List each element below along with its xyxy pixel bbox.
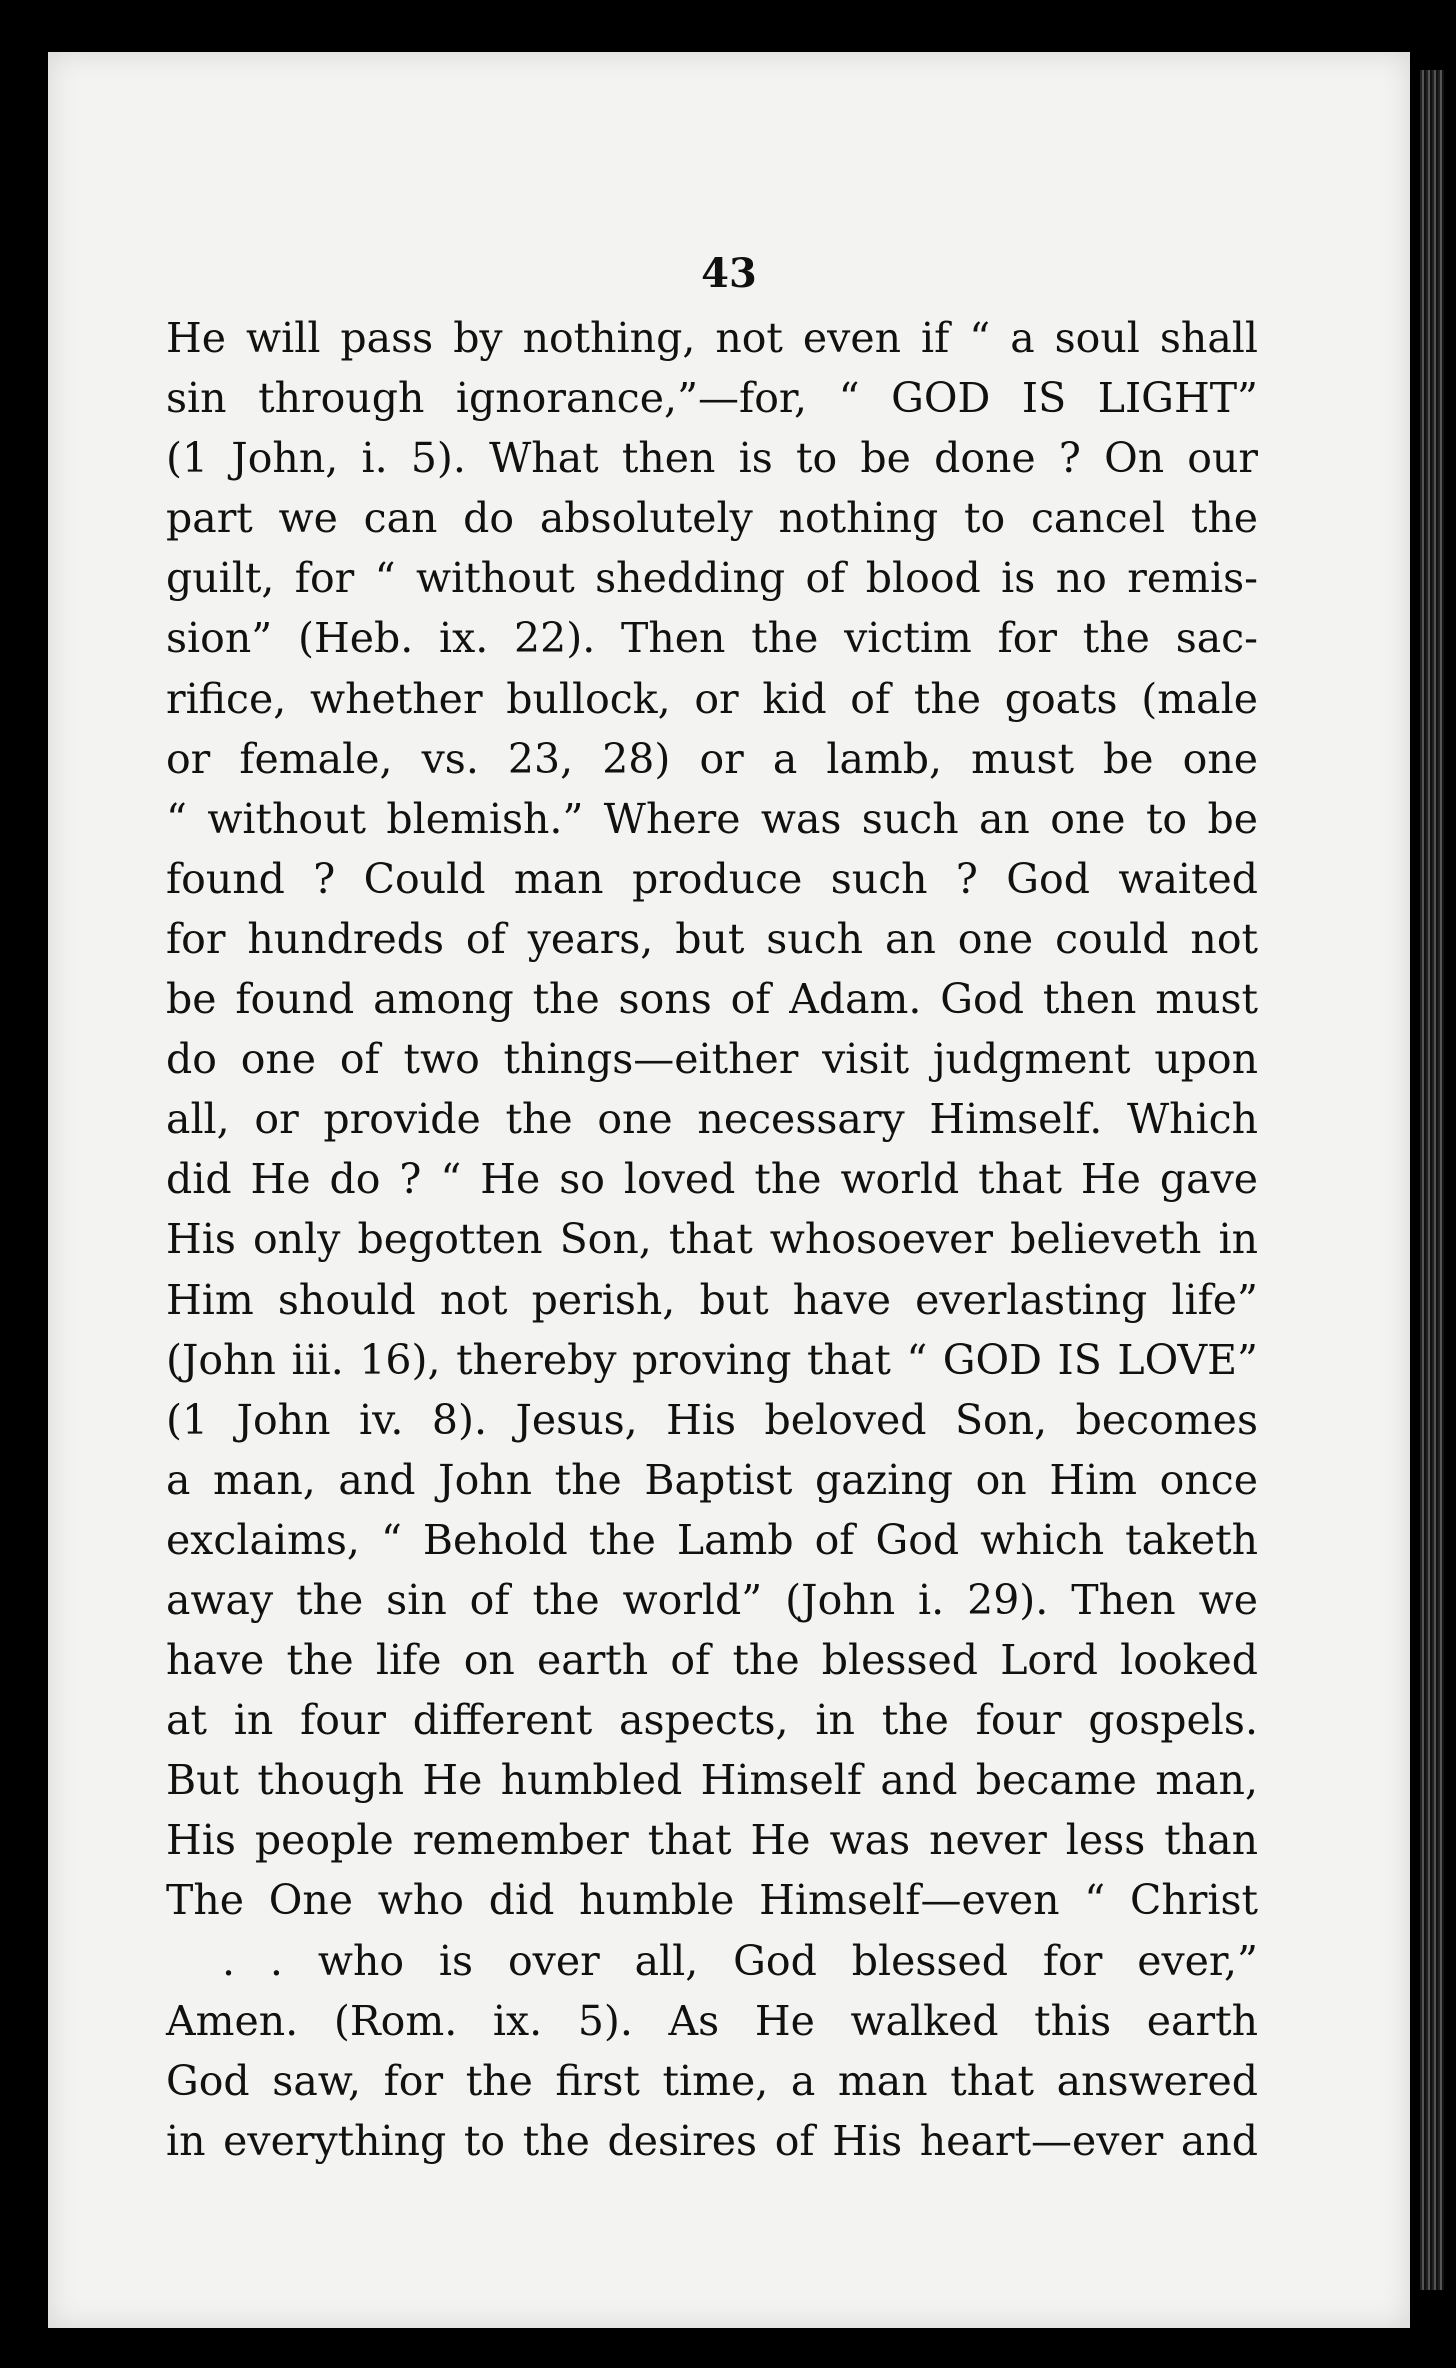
text-line: He will pass by nothing, not even if “ a soul shall	[166, 314, 1258, 362]
text-line: God saw, for the first time, a man that answered	[166, 2056, 1258, 2105]
text-line: His people remember that He was never less than	[166, 1816, 1258, 1865]
text-line: . . who is over all, God blessed for ever,”	[222, 1936, 1258, 1985]
text-line: (John iii. 16), thereby proving that “ GOD IS LOVE”	[166, 1335, 1258, 1384]
text-line: part we can do absolutely nothing to cancel the	[166, 494, 1258, 543]
text-line: The One who did humble Himself—even “ Christ	[166, 1876, 1258, 1925]
text-line: guilt, for “ without shedding of blood is no remis-	[166, 554, 1258, 603]
text-line: have the life on earth of the blessed Lord looked	[166, 1636, 1258, 1685]
text-line: rifice, whether bullock, or kid of the goats (male	[166, 674, 1258, 723]
text-line: “ without blemish.” Where was such an one to be	[166, 794, 1258, 843]
text-line: exclaims, “ Behold the Lamb of God which taketh	[166, 1515, 1258, 1564]
text-line: all, or provide the one necessary Himself. Which	[166, 1095, 1258, 1144]
text-line: be found among the sons of Adam. God then must	[166, 975, 1258, 1024]
body-text	[166, 308, 1258, 2171]
text-line: (1 John iv. 8). Jesus, His beloved Son, becomes	[166, 1395, 1258, 1444]
text-line: or female, vs. 23, 28) or a lamb, must be one	[166, 734, 1258, 783]
text-line: a man, and John the Baptist gazing on Him once	[166, 1455, 1258, 1504]
text-line: Amen. (Rom. ix. 5). As He walked this earth	[166, 1996, 1258, 2045]
text-line: His only begotten Son, that whosoever believeth in	[166, 1215, 1258, 1264]
page-number: 43	[701, 250, 757, 297]
text-line: in everything to the desires of His heart—ever and	[166, 2116, 1258, 2165]
text-line: But though He humbled Himself and became man,	[166, 1756, 1258, 1805]
page-edge	[1420, 70, 1444, 2290]
text-line: do one of two things—either visit judgment upon	[166, 1035, 1258, 1084]
text-line: sion” (Heb. ix. 22). Then the victim for the sac-	[166, 614, 1258, 663]
text-line: sin through ignorance,”—for, “ GOD IS LIGHT”	[166, 374, 1258, 423]
text-line: away the sin of the world” (John i. 29). Then we	[166, 1575, 1258, 1624]
text-line: (1 John, i. 5). What then is to be done ? On our	[166, 434, 1258, 483]
text-line: Him should not perish, but have everlasting life”	[166, 1275, 1258, 1324]
text-line: for hundreds of years, but such an one could not	[166, 914, 1258, 963]
text-line: did He do ? “ He so loved the world that He gave	[166, 1155, 1258, 1204]
book-page	[48, 52, 1410, 2328]
text-line: at in four different aspects, in the four gospels.	[166, 1696, 1258, 1745]
text-line: found ? Could man produce such ? God waited	[166, 854, 1258, 903]
